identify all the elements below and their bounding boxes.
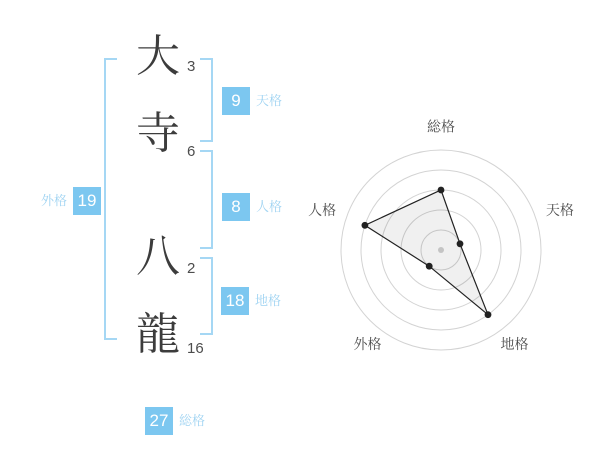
stroke-count-2: 6 [187, 143, 196, 160]
chikaku-value-box: 18 [221, 287, 249, 315]
radar-data-point [362, 222, 369, 229]
chikaku-bracket [200, 257, 213, 335]
stroke-count-3: 2 [187, 260, 196, 277]
gaikaku-label: 外格 [40, 193, 67, 208]
tenkaku-value-box: 9 [222, 87, 250, 115]
radar-center-dot [438, 247, 444, 253]
radar-axis-label: 天格 [545, 202, 574, 219]
radar-data-point [485, 311, 492, 318]
tenkaku-bracket [200, 58, 213, 142]
radar-axis-label: 地格 [500, 335, 529, 352]
radar-series-polygon [365, 190, 488, 315]
soukaku-value-box: 27 [145, 407, 173, 435]
radar-axis-label: 総格 [427, 118, 455, 135]
radar-chart [300, 105, 600, 395]
jinkaku-bracket [200, 150, 213, 249]
tenkaku-label: 天格 [256, 93, 283, 108]
name-char-4: 龍 [136, 310, 180, 359]
name-char-1: 大 [136, 32, 180, 81]
radar-data-point [457, 240, 464, 247]
name-char-2: 寺 [136, 109, 180, 158]
jinkaku-label: 人格 [256, 199, 283, 214]
stroke-count-1: 3 [187, 58, 196, 75]
name-char-3: 八 [136, 232, 180, 281]
stroke-count-4: 16 [187, 340, 204, 357]
radar-data-point [438, 187, 445, 194]
chikaku-label: 地格 [255, 293, 282, 308]
radar-axis-label: 外格 [353, 335, 382, 352]
jinkaku-value-box: 8 [222, 193, 250, 221]
radar-axis-label: 人格 [308, 202, 337, 219]
radar-data-point [426, 263, 433, 270]
gaikaku-bracket [104, 58, 117, 340]
gaikaku-value-box: 19 [73, 187, 101, 215]
soukaku-label: 総格 [179, 413, 206, 428]
